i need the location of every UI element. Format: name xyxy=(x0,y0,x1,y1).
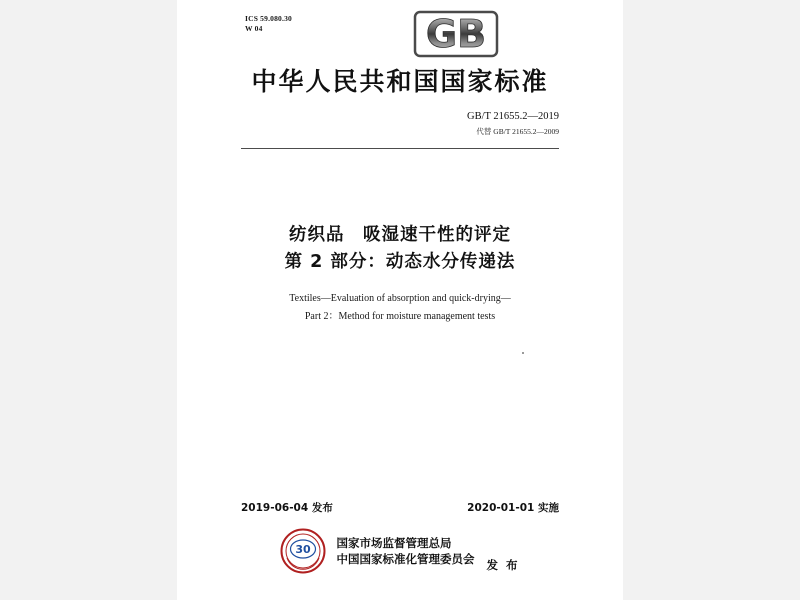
national-emblem-icon xyxy=(280,528,326,574)
publication-dates xyxy=(241,500,559,515)
document-title-cn xyxy=(177,222,623,276)
national-standard-title: 中华人民共和国国家标准 xyxy=(251,67,549,96)
title-cn-line-1: 纺织品 吸湿速干性的评定 xyxy=(289,225,511,245)
issuer-line-2: 中国国家标准化管理委员会 xyxy=(336,552,475,566)
svg-text:30: 30 xyxy=(295,543,312,556)
publish-date: 2019-06-04 发布 xyxy=(241,502,333,514)
standard-number-block xyxy=(467,110,559,139)
issuer-line-1: 国家市场监督管理总局 xyxy=(336,536,452,550)
issue-label: 发 布 xyxy=(486,558,520,572)
title-cn-line-2: 第 2 部分：动态水分传递法 xyxy=(284,252,516,272)
header-divider xyxy=(241,148,559,149)
document-title-en xyxy=(177,290,623,326)
ics-classification xyxy=(245,14,292,34)
issuer-names xyxy=(336,535,474,567)
implement-date: 2020-01-01 实施 xyxy=(467,502,559,514)
standard-number: GB/T 21655.2—2019 xyxy=(467,111,559,122)
page-center-dot xyxy=(522,352,524,354)
title-en-line-1: Textiles—Evaluation of absorption and quick-drying— xyxy=(289,293,511,304)
gb-logo-icon xyxy=(413,10,499,58)
ics-code: ICS 59.080.30 xyxy=(245,14,292,23)
page-right-margin-band xyxy=(623,0,800,600)
title-en-line-2: Part 2：Method for moisture management tests xyxy=(304,311,496,322)
ccs-code: W 04 xyxy=(245,24,263,33)
svg-text:GB: GB xyxy=(425,12,487,56)
cover-sheet xyxy=(177,0,623,600)
replaced-standard: 代替 GB/T 21655.2—2009 xyxy=(476,127,559,136)
issuer-block xyxy=(177,528,623,574)
page-left-margin-band xyxy=(0,0,177,600)
